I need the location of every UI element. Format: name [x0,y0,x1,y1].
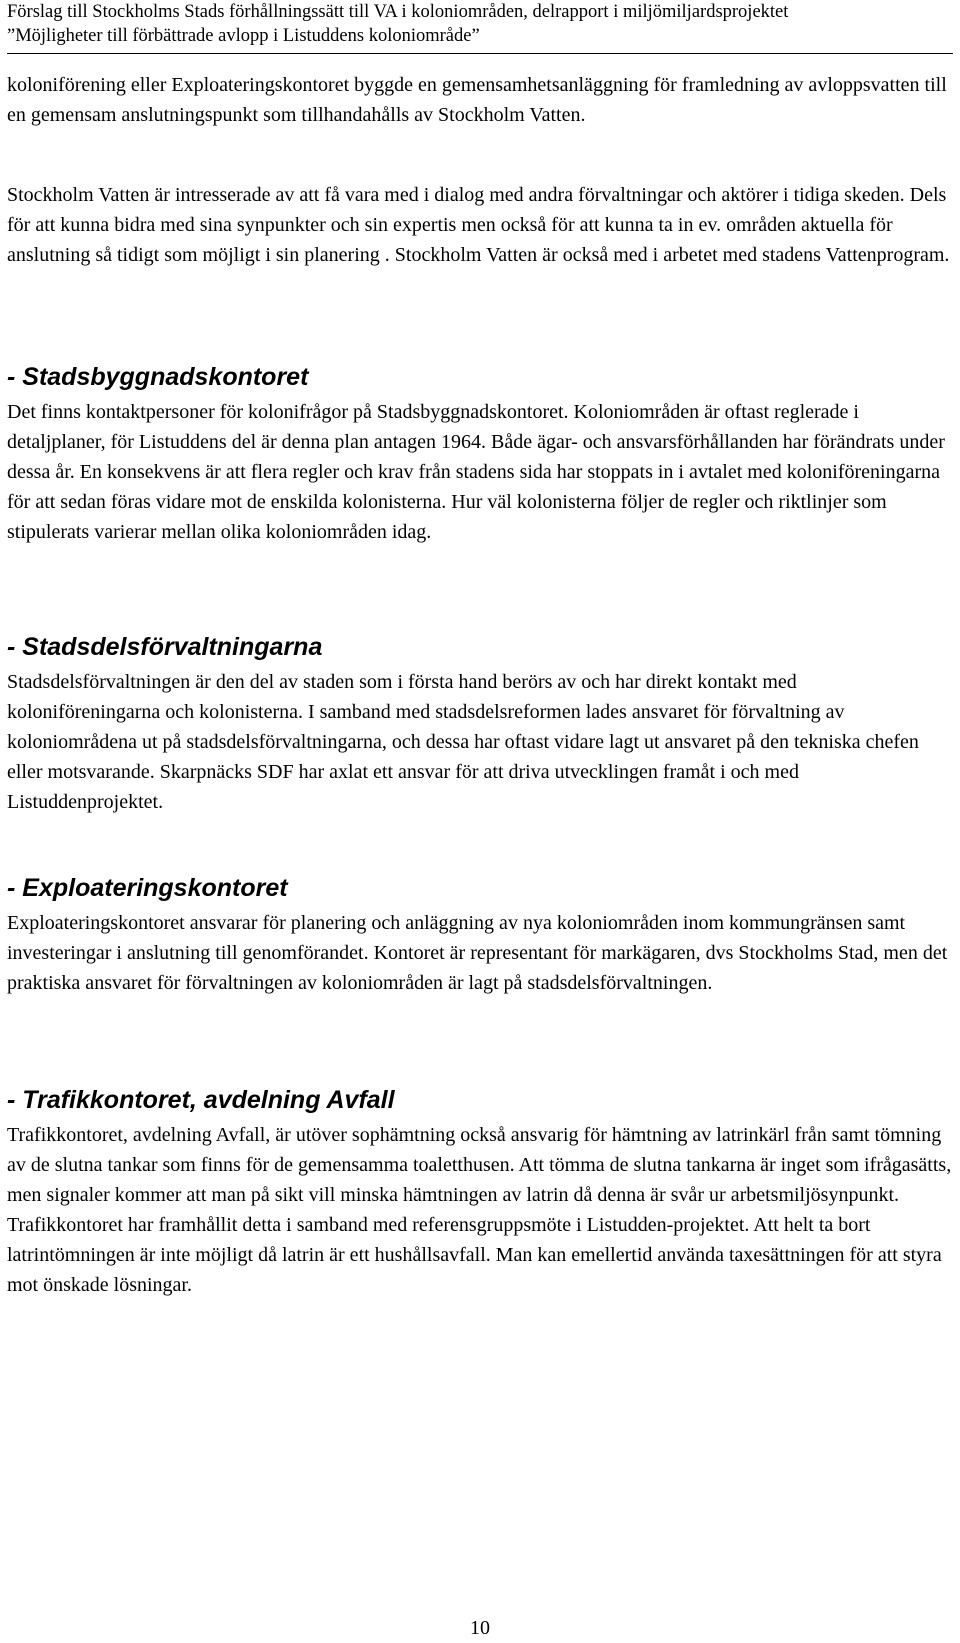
page-number: 10 [470,1617,490,1639]
section-heading-stadsbyggnadskontoret: - Stadsbyggnadskontoret [7,363,309,391]
section-heading-exploateringskontoret: - Exploateringskontoret [7,874,288,902]
section-text-stadsbyggnadskontoret: Det finns kontaktpersoner för kolonifrågor på Stadsbyggnadskontoret. Koloniområden är oftast reglerade i detaljplaner, för Listuddens del är denna plan antagen 1964. Både ägar- och ansvarsförhållanden har förändrats under dessa år. En konsekvens är att flera regler och krav från stadens sida har stoppats in i avtalet med koloniföreningarna för att sedan föras vidare mot de enskilda kolonisterna. Hur väl kolonisterna följer de regler och riktlinjer som stipulerats varierar mellan olika koloniområden idag. [7,401,945,543]
intro-paragraph-1: koloniförening eller Exploateringskontoret byggde en gemensamhetsanläggning för framledning av avloppsvatten till en gemensam anslutningspunkt som tillhandahålls av Stockholm Vatten. [7,74,947,126]
header-line-1: Förslag till Stockholms Stads förhållningssätt till VA i koloniområden, delrapport i miljömiljardsprojektet [7,2,789,22]
running-header [7,0,953,48]
header-divider [7,53,953,54]
section-text-stadsdelsforvaltningarna: Stadsdelsförvaltningen är den del av staden som i första hand berörs av och har direkt kontakt med koloniföreningarna och kolonisterna. I samband med stadsdelsreformen lades ansvaret för förvaltning av koloniområdena ut på stadsdelsförvaltningarna, och dessa har oftast vidare lagt ut ansvaret på den tekniska chefen eller motsvarande. Skarpnäcks SDF har axlat ett ansvar för att driva utvecklingen framåt i och med Listuddenprojektet. [7,671,919,813]
section-heading-stadsdelsforvaltningarna: - Stadsdelsförvaltningarna [7,633,323,661]
header-line-2: ”Möjligheter till förbättrade avlopp i Listuddens koloniområde” [7,26,480,46]
section-heading-trafikkontoret: - Trafikkontoret, avdelning Avfall [7,1086,395,1114]
intro-paragraph-2: Stockholm Vatten är intresserade av att få vara med i dialog med andra förvaltningar och aktörer i tidiga skeden. Dels för att kunna bidra med sina synpunkter och sin expertis men också för att kunna ta in ev. områden aktuella för anslutning så tidigt som möjligt i sin planering . Stockholm Vatten är också med i arbetet med stadens Vattenprogram. [7,184,950,266]
section-text-trafikkontoret: Trafikkontoret, avdelning Avfall, är utöver sophämtning också ansvarig för hämtning av latrinkärl från samt tömning av de slutna tankar som finns för de gemensamma toaletthusen. Att tömma de slutna tankarna är inget som ifrågasätts, men signaler kommer att man på sikt vill minska hämtningen av latrin då denna är svår ur arbetsmiljösynpunkt. Trafikkontoret har framhållit detta i samband med referensgruppsmöte i Listudden-projektet. Att helt ta bort latrintömningen är inte möjligt då latrin är ett hushållsavfall. Man kan emellertid använda taxesättningen för att styra mot önskade lösningar. [7,1124,952,1296]
section-text-exploateringskontoret: Exploateringskontoret ansvarar för planering och anläggning av nya koloniområden inom kommungränsen samt investeringar i anslutning till genomförandet. Kontoret är representant för markägaren, dvs Stockholms Stad, men det praktiska ansvaret för förvaltningen av koloniområden är lagt på stadsdelsförvaltningen. [7,912,948,994]
